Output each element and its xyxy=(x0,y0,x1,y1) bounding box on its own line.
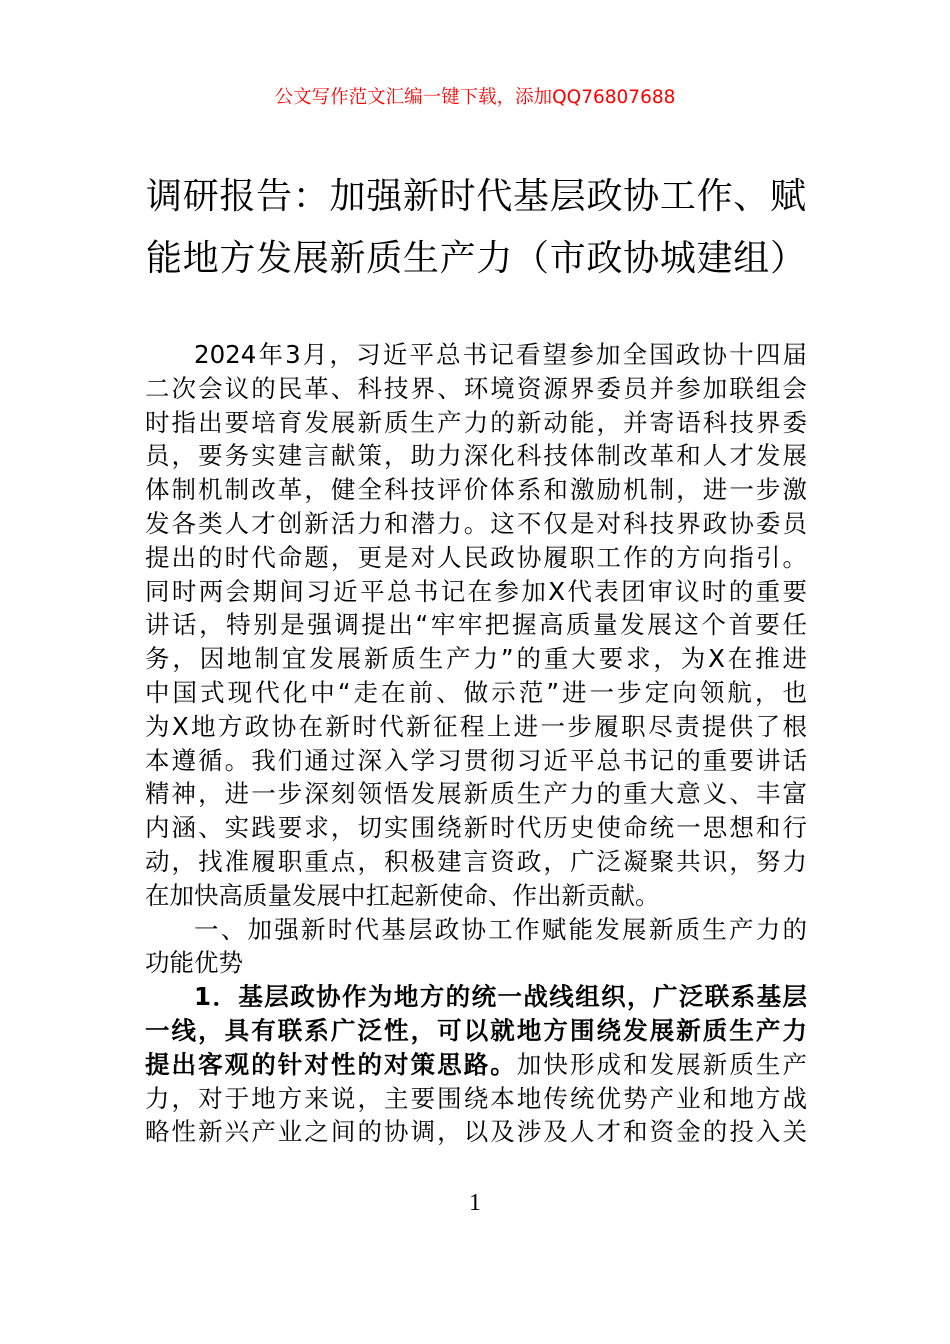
paragraph-line: 员，要务实建言献策，助力深化科技体制改革和人才发展 xyxy=(145,441,807,471)
paragraph-line: 略性新兴产业之间的协调，以及涉及人才和资金的投入关 xyxy=(145,1117,807,1147)
point-bold-line-2: 一线，具有联系广泛性，可以就地方围绕发展新质生产力 xyxy=(145,1015,807,1045)
paragraph-line: 精神，进一步深刻领悟发展新质生产力的重大意义、丰富 xyxy=(145,779,807,809)
document-title xyxy=(146,166,806,290)
paragraph-line: 内涵、实践要求，切实围绕新时代历史使命统一思想和行 xyxy=(145,813,807,843)
point-paragraph xyxy=(145,980,807,1149)
paragraph-line: 2024年3月，习近平总书记看望参加全国政协十四届 xyxy=(194,340,807,369)
paragraph-line: 务，因地制宜发展新质生产力”的重大要求，为X在推进 xyxy=(145,644,807,674)
point-bold-line-1: 1．基层政协作为地方的统一战线组织，广泛联系基层 xyxy=(194,982,807,1012)
paragraph-line: 发各类人才创新活力和潜力。这不仅是对科技界政协委员 xyxy=(145,508,807,538)
paragraph-line: 力，对于地方来说，主要围绕本地传统优势产业和地方战 xyxy=(145,1083,807,1113)
title-line-1: 调研报告：加强新时代基层政协工作、赋 xyxy=(146,176,806,217)
intro-paragraph xyxy=(145,338,807,913)
point-line-3-rest: 加快形成和发展新质生产 xyxy=(516,1049,807,1079)
paragraph-line: 提出的时代命题，更是对人民政协履职工作的方向指引。 xyxy=(145,542,807,572)
download-banner[interactable]: 公文写作范文汇编一键下载，添加QQ76807688 xyxy=(274,87,676,108)
paragraph-line: 同时两会期间习近平总书记在参加X代表团审议时的重要 xyxy=(145,576,807,606)
section-heading xyxy=(145,913,807,981)
paragraph-line: 本遵循。我们通过深入学习贯彻习近平总书记的重要讲话 xyxy=(145,745,807,775)
paragraph-line: 在加快高质量发展中扛起新使命、作出新贡献。 xyxy=(145,880,660,910)
paragraph-line: 动，找准履职重点，积极建言资政，广泛凝聚共识，努力 xyxy=(145,846,807,876)
document-body xyxy=(145,338,807,1149)
point-mixed-line xyxy=(145,1048,807,1082)
section-heading-line-2: 功能优势 xyxy=(145,948,243,978)
title-line-2: 能地方发展新质生产力（市政协城建组） xyxy=(146,238,806,279)
page-number: 1 xyxy=(469,1190,481,1216)
point-bold-line-3: 提出客观的针对性的对策思路。 xyxy=(145,1049,517,1079)
section-heading-line-1: 一、加强新时代基层政协工作赋能发展新质生产力的 xyxy=(194,914,807,944)
paragraph-line: 为X地方政协在新时代新征程上进一步履职尽责提供了根 xyxy=(145,711,807,741)
paragraph-line: 讲话，特别是强调提出“牢牢把握高质量发展这个首要任 xyxy=(145,610,807,640)
paragraph-line: 二次会议的民革、科技界、环境资源界委员并参加联组会 xyxy=(145,373,807,403)
paragraph-line: 中国式现代化中“走在前、做示范”进一步定向领航，也 xyxy=(145,677,807,707)
paragraph-line: 时指出要培育发展新质生产力的新动能，并寄语科技界委 xyxy=(145,407,807,437)
paragraph-line: 体制机制改革，健全科技评价体系和激励机制，进一步激 xyxy=(145,475,807,505)
